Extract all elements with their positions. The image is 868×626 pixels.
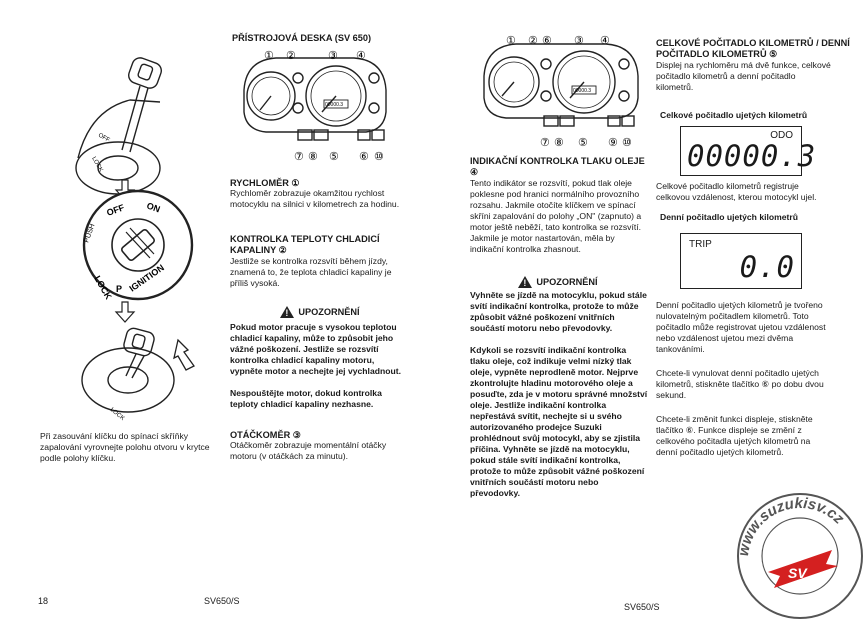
odometer-heading: CELKOVÉ POČITADLO KILOMETRŮ / DENNÍ POČITADLO KILOMETRŮ ⑤ — [656, 38, 850, 59]
lock-label: LOCK — [92, 274, 114, 302]
ignition-label: IGNITION — [127, 262, 166, 294]
callout-2: ② — [286, 50, 296, 62]
mini-odo-2: 00000.3 — [573, 88, 592, 94]
callout-10: ⑩ — [374, 151, 384, 163]
speedometer-text: Rychloměr zobrazuje okamžitou rychlost motocyklu na silnici v kilometrech za hodinu. — [230, 188, 400, 209]
warning-triangle-icon: ! — [280, 306, 294, 318]
trip-display-label: TRIP — [689, 239, 712, 250]
odometer-text: Celkové počitadlo kilometrů registruje celkovou vzdálenost, kterou motocykl ujel. — [656, 181, 817, 202]
oil-pressure-text: Tento indikátor se rozsvítí, pokud tlak oleje poklesne pod hranici normálního provozního rozsahu. Jakmile otočíte klíčkem ve spínací skříni zapalování do polohy „ON" (zapnuto) a motor ještě neběží, tato kontrolka se rozsvítí. Jakmile je motor nastartován, měla by indikační kontrolka zhasnout. — [470, 178, 642, 254]
trip-subheading: Denní počitadlo ujetých kilometrů — [660, 212, 798, 222]
callout-8: ⑧ — [308, 151, 318, 163]
callout-r10: ⑩ — [622, 137, 632, 149]
speedometer-heading: RYCHLOMĚR ① — [230, 178, 300, 188]
oil-pressure-heading: INDIKAČNÍ KONTROLKA TLAKU OLEJE ④ — [470, 156, 645, 177]
oil-warning-title-row — [470, 276, 646, 288]
odo-display — [680, 126, 817, 176]
watermark-logo-text: SV — [788, 565, 807, 581]
model-left: SV650/S — [204, 596, 240, 606]
model-right: SV650/S — [624, 602, 660, 612]
trip-reset-text: Chcete-li vynulovat denní počitadlo ujetých kilometrů, stiskněte tlačítko ⑥ po dobu dvou sekund. — [656, 368, 824, 400]
trip-text: Denní počitadlo ujetých kilometrů je tvořeno nulovatelným počitadlem kilometrů. Toto počitadlo může registrovat ujetou vzdálenost nebo vzdálenost ujetou mezi dvěma tankováními. — [656, 300, 826, 354]
callout-5: ⑤ — [329, 151, 339, 163]
coolant-warning-title: UPOZORNĚNÍ — [298, 307, 360, 317]
callout-r5: ⑤ — [578, 137, 588, 149]
coolant-warning-title-row — [230, 306, 410, 318]
callout-r8: ⑧ — [554, 137, 564, 149]
instrument-panel-diagram — [236, 50, 392, 170]
callout-r2: ② — [528, 35, 538, 47]
warning-triangle-icon: ! — [518, 276, 532, 288]
callout-7: ⑦ — [294, 151, 304, 163]
callout-3: ③ — [328, 50, 338, 62]
coolant-warning-text: Pokud motor pracuje s vysokou teplotou chladicí kapaliny, může to způsobit jeho vážné poškození. Jestliže se rozsvítí kontrolka chladicí kapaliny motoru, vypněte motor a nechejte jej vychladnout. — [230, 322, 401, 376]
ignition-key-top — [76, 56, 164, 194]
oil-warning-text: Vyhněte se jízdě na motocyklu, pokud stále svítí indikační kontrolka, protože to může způsobit vážné poškození vnitřních součástí motoru nebo převodovky. — [470, 290, 647, 333]
tachometer-heading: OTÁČKOMĚR ③ — [230, 430, 302, 440]
bottom-lock-label: LOCK — [108, 406, 126, 423]
callout-4: ④ — [356, 50, 366, 62]
trip-display — [680, 233, 802, 289]
tachometer-text: Otáčkoměr zobrazuje momentální otáčky motoru (v otáčkách za minutu). — [230, 440, 387, 461]
page-number-left: 18 — [38, 596, 49, 606]
p-label: P — [116, 284, 123, 294]
ignition-caption: Při zasouvání klíčku do spínací skříňky zapalování vyrovnejte polohu otvoru v krytce podle polohy klíčku. — [40, 431, 210, 463]
off-label: OFF — [105, 202, 126, 218]
callout-6: ⑥ — [359, 151, 369, 163]
callout-r6: ⑥ — [542, 35, 552, 47]
odo-display-value: 00000.3 — [687, 139, 817, 173]
push-label: PUSH — [83, 223, 97, 244]
odometer-subheading: Celkové počitadlo ujetých kilometrů — [660, 110, 808, 120]
top-lock-label: LOCK — [90, 156, 104, 174]
callout-r7: ⑦ — [540, 137, 550, 149]
instrument-panel-diagram-2 — [476, 34, 646, 154]
on-label: ON — [145, 200, 162, 215]
display-switch-text: Chcete-li změnit funkci displeje, stiskněte tlačítko ⑥. Funkce displeje se změní z celkového počitadla ujetých kilometrů na denní počitadlo ujetých kilometrů. — [656, 414, 813, 457]
oil-warning-text2: Kdykoli se rozsvítí indikační kontrolka tlaku oleje, což indikuje velmi nízký tlak oleje, vypněte neprodleně motor. Nejprve zkontrolujte hladinu motorového oleje a posuďte, zda je v motoru správné množství oleje. Jestliže indikační kontrolka nepřestává svítit, nechejte si u svého autorizovaného prodejce Suzuki prohlédnout svůj motocykl, aby se zjistila příčina. Vyhněte se jízdě na motocyklu, pokud stále svítí indikační kontrolka, protože to může způsobit vážné poškození vnitřních součástí motoru nebo převodovky. — [470, 345, 648, 498]
trip-display-value: 0.0 — [739, 250, 795, 284]
instrument-panel-title: PŘÍSTROJOVÁ DESKA (SV 650) — [232, 33, 372, 43]
suzukisv-watermark — [734, 490, 866, 622]
odometer-intro: Displej na rychloměru má dvě funkce, celkové počitadlo kilometrů a denní počitadlo kilometrů. — [656, 60, 831, 92]
watermark-text: www.suzukisv.cz — [734, 494, 848, 558]
callout-r1: ① — [506, 35, 516, 47]
ignition-key-bottom — [82, 327, 194, 412]
top-off-label: OFF — [97, 132, 111, 144]
coolant-heading: KONTROLKA TEPLOTY CHLADICÍ KAPALINY ② — [230, 234, 380, 255]
ignition-illustrations — [70, 40, 210, 430]
callout-r9: ⑨ — [608, 137, 618, 149]
coolant-warning-text2: Nespouštějte motor, dokud kontrolka teploty chladicí kapaliny nezhasne. — [230, 388, 382, 409]
callout-1: ① — [264, 50, 274, 62]
callout-r3: ③ — [574, 35, 584, 47]
coolant-text: Jestliže se kontrolka rozsvítí během jízdy, znamená to, že teplota chladicí kapaliny je příliš vysoká. — [230, 256, 392, 288]
oil-warning-title: UPOZORNĚNÍ — [536, 277, 598, 287]
callout-r4: ④ — [600, 35, 610, 47]
mini-odo: 00000.3 — [325, 102, 344, 108]
arrow-down-icon — [116, 302, 134, 322]
odo-display-label: ODO — [770, 130, 793, 141]
